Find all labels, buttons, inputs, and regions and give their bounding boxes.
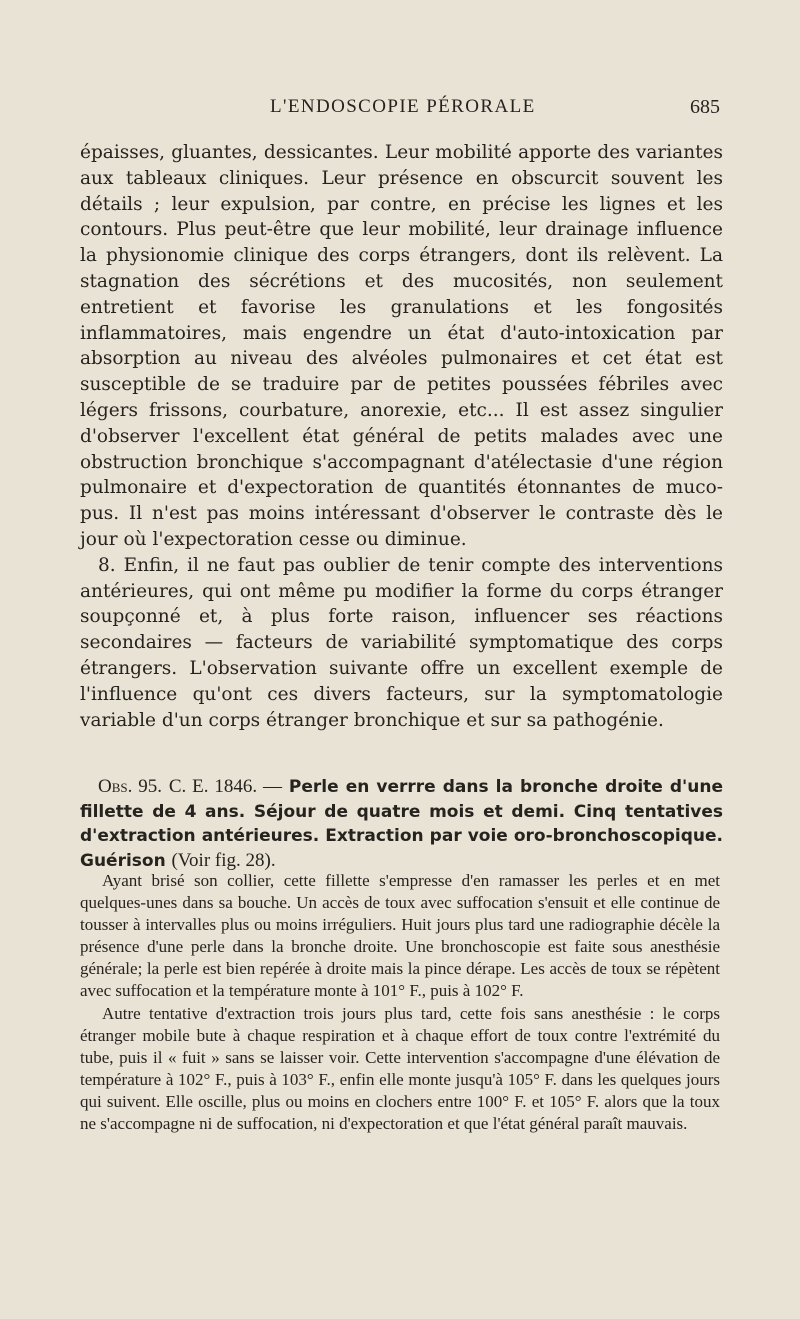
observation-date: C. E. 1846. — (168, 776, 283, 797)
observation-text (80, 870, 720, 1135)
running-title: L'ENDOSCOPIE PÉRORALE (270, 96, 536, 117)
running-head (80, 96, 720, 122)
body-paragraph-1: épaisses, gluantes, dessicantes. Leur mobilité apporte des variantes aux tableaux cliniques. Leur présence en obscurcit souvent les détails ; leur expulsion, par contre, en précise les lignes et les contours. Plus peut-être que leur mobilité, leur drainage influence la physionomie clinique des corps étrangers, dont ils relèvent. La stagnation des sécrétions et des mucosités, non seulement entretient et favorise les granulations et les fongosités inflammatoires, mais engendre un état d'auto-intoxication par absorption au niveau des alvéoles pulmonaires et cet état est susceptible de se traduire par de petites poussées fébriles avec légers frissons, courbature, anorexie, etc... Il est assez singulier d'observer l'excellent état général de petits malades avec une obstruction bronchique s'accompagnant d'atélectasie d'une région pulmonaire et d'expectoration de quantités étonnantes de muco-pus. Il n'est pas moins intéressant d'observer le contraste dès le jour où l'expectoration cesse ou diminue. (80, 142, 723, 550)
figure-reference: (Voir fig. 28). (171, 849, 276, 871)
observation-heading (80, 775, 723, 873)
page-number: 685 (690, 96, 720, 118)
observation-label: Obs. 95. (98, 776, 163, 797)
observation-title: Perle en verrre dans la bronche droite d'une fillette de 4 ans. Séjour de quatre mois et demi. Cinq tentatives d'extraction antérieures. Extraction par voie oro-bronchoscopique. Guérison (80, 777, 723, 871)
observation-paragraph-2: Autre tentative d'extraction trois jours plus tard, cette fois sans anesthésie : le corps étranger mobile bute à chaque respiration et à chaque effort de toux contre l'extrémité du tube, puis il « fuit » sans se laisser voir. Cette intervention s'accompagne d'une élévation de température à 102° F., puis à 103° F., enfin elle monte jusqu'à 105° F. dans les quelques jours qui suivent. Elle oscille, plus ou moins en clochers entre 100° F. et 105° F. alors que la toux ne s'accompagne ni de suffocation, ni d'expectoration et que l'état général paraît mauvais. (80, 1003, 720, 1134)
main-text (80, 140, 723, 733)
body-paragraph-2: 8. Enfin, il ne faut pas oublier de tenir compte des interventions antérieures, qui ont même pu modifier la forme du corps étranger soupçonné et, à plus forte raison, influencer ses réactions secondaires — facteurs de variabilité symptomatique des corps étrangers. L'observation suivante offre un excellent exemple de l'influence qu'ont ces divers facteurs, sur la symptomatologie variable d'un corps étranger bronchique et sur sa pathogénie. (80, 554, 723, 731)
observation-paragraph-1: Ayant brisé son collier, cette fillette s'empresse d'en ramasser les perles et en met quelques-unes dans sa bouche. Un accès de toux avec suffocation s'ensuit et elle continue de tousser à intervalles plus ou moins irréguliers. Huit jours plus tard une radiographie décèle la présence d'une perle dans la bronche droite. Une bronchoscopie est faite sous anesthésie générale; la perle est bien repérée à droite mais la pince dérape. Les accès de toux se répètent avec suffocation et la température monte à 101° F., puis à 102° F. (80, 871, 720, 1001)
